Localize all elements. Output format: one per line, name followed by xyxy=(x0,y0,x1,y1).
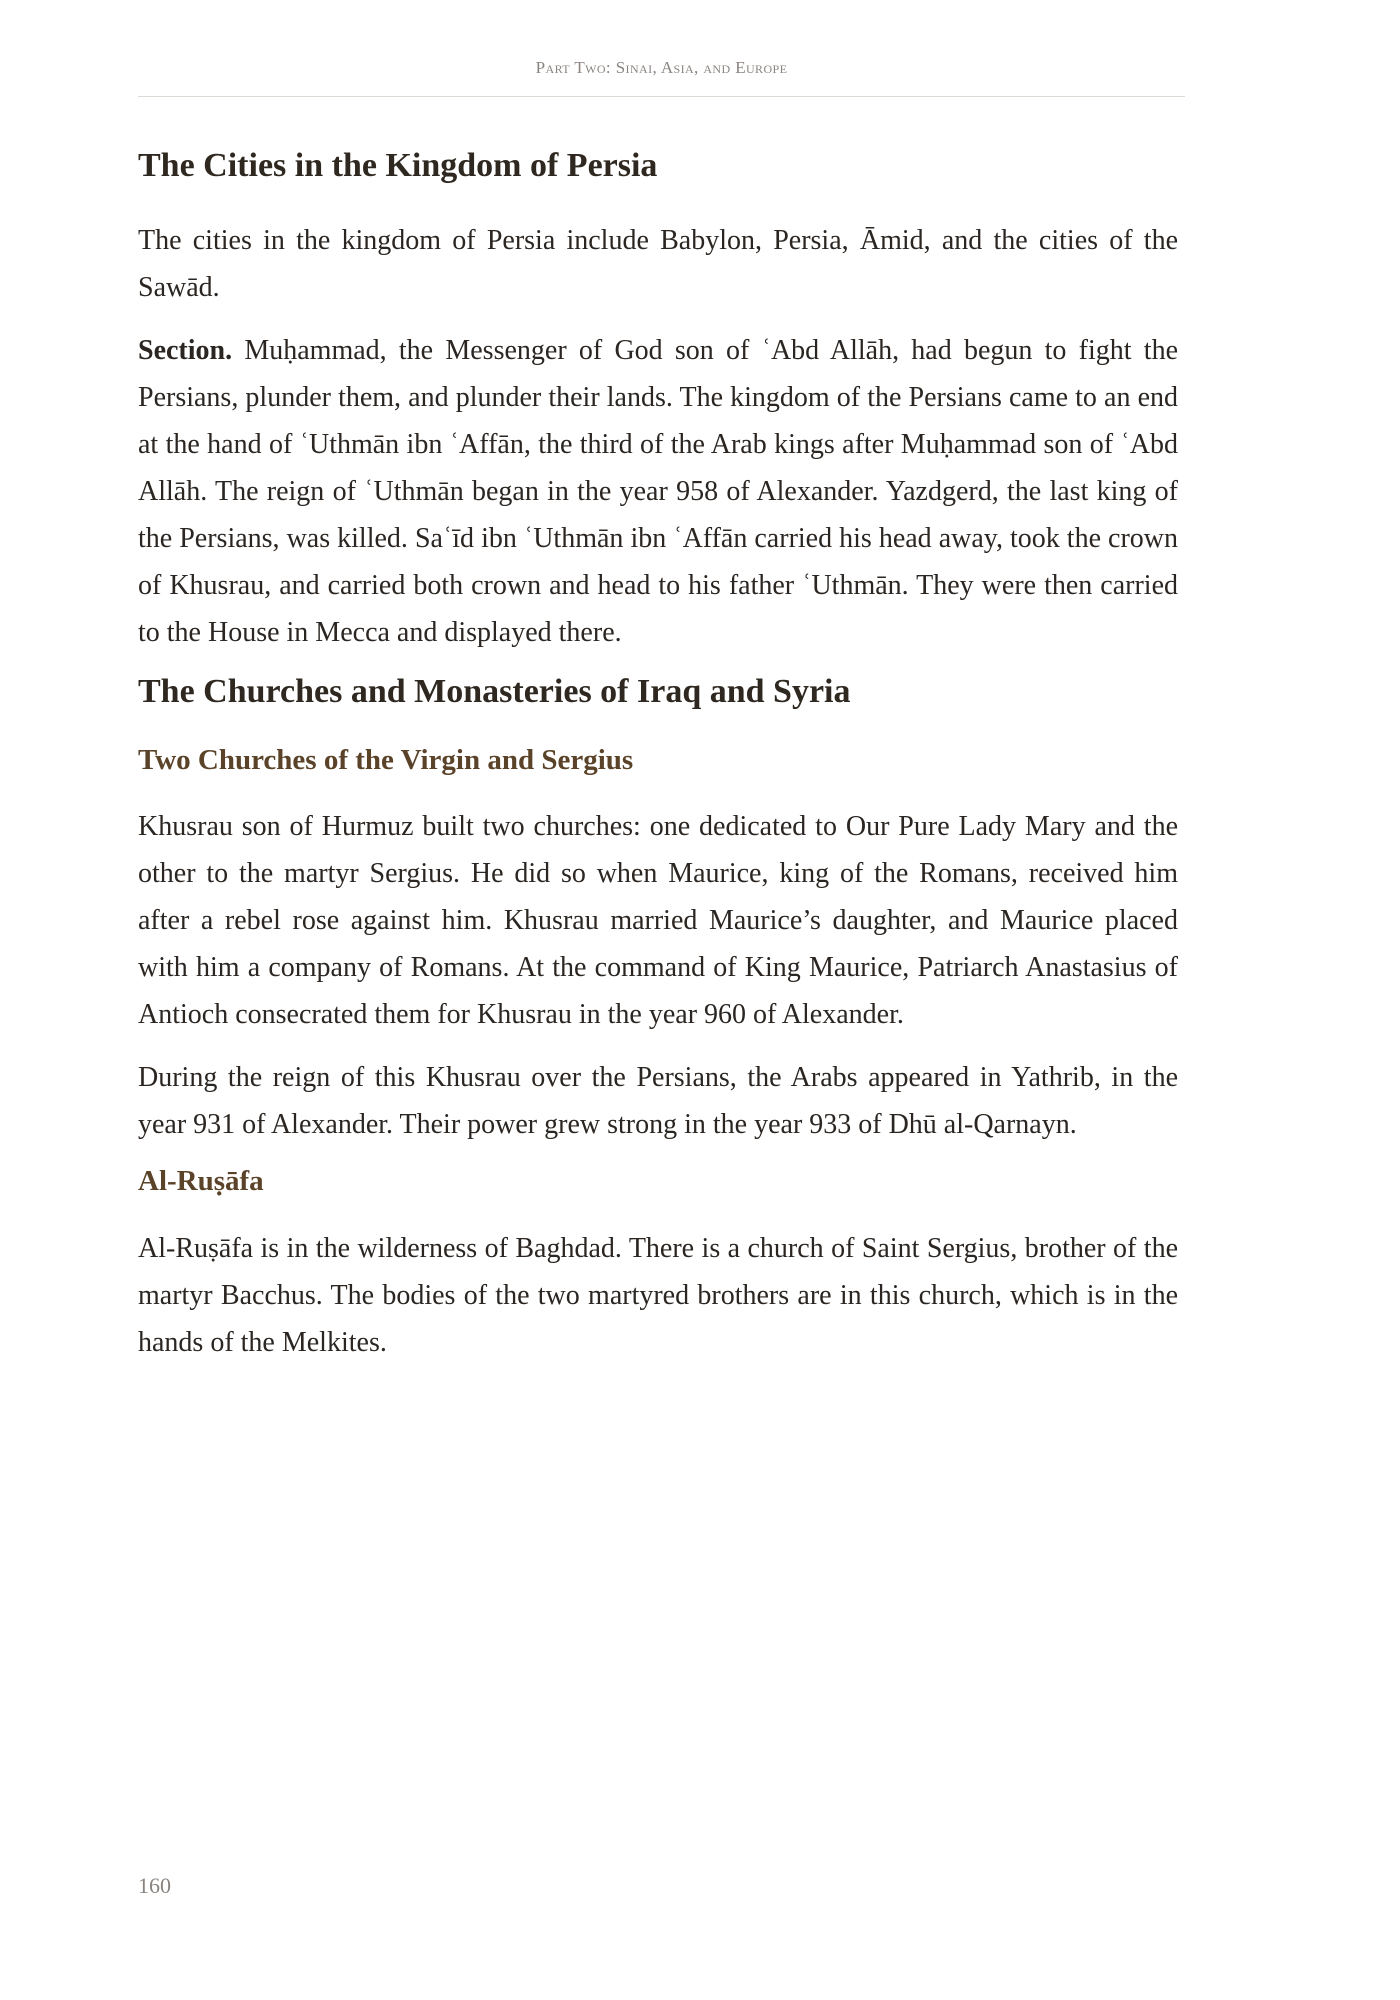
paragraph-arabs-yathrib: During the reign of this Khusrau over the Persians, the Arabs appeared in Yathrib, in the year 931 of Alexander. Their power grew strong in the year 933 of Dhū al-Qarnayn. xyxy=(138,1062,1178,1141)
running-head: Part Two: Sinai, Asia, and Europe xyxy=(535,58,788,77)
page-number: 160 xyxy=(138,1873,171,1898)
section-heading-churches: The Churches and Monasteries of Iraq and Syria xyxy=(138,672,851,710)
subheading-virgin-sergius: Two Churches of the Virgin and Sergius xyxy=(138,743,634,776)
page-body xyxy=(138,146,1178,1382)
subheading-rusafa: Al-Ruṣāfa xyxy=(138,1165,264,1198)
section-heading-cities: The Cities in the Kingdom of Persia xyxy=(138,147,658,184)
header-rule xyxy=(138,96,1185,97)
paragraph-cities-list: The cities in the kingdom of Persia include Babylon, Persia, Āmid, and the cities of the Sawād. xyxy=(138,224,1178,303)
section-lead-label: Section. xyxy=(138,334,233,366)
paragraph-section-muhammad xyxy=(138,327,1178,656)
section-paragraph-text: Muḥammad, the Messenger of God son of ʿAbd Allāh, had begun to fight the Persians, plunder them, and plunder their lands. The kingdom of the Persians came to an end at the hand of ʿUthmān ibn ʿAffān, the third of the Arab kings after Muḥammad son of ʿAbd Allāh. The reign of ʿUthmān began in the year 958 of Alexander. Yazdgerd, the last king of the Persians, was killed. Saʿīd ibn ʿUthmān ibn ʿAffān carried his head away, took the crown of Khusrau, and carried both crown and head to his father ʿUthmān. They were then carried to the House in Mecca and displayed there. xyxy=(138,334,1178,648)
paragraph-khusrau-churches: Khusrau son of Hurmuz built two churches: one dedicated to Our Pure Lady Mary and the other to the martyr Sergius. He did so when Maurice, king of the Romans, received him after a rebel rose against him. Khusrau married Maurice’s daughter, and Maurice placed with him a company of Romans. At the command of King Maurice, Patriarch Anastasius of Antioch consecrated them for Khusrau in the year 960 of Alexander. xyxy=(138,811,1178,1031)
paragraph-rusafa: Al-Ruṣāfa is in the wilderness of Baghdad. There is a church of Saint Sergius, brother of the martyr Bacchus. The bodies of the two martyred brothers are in this church, which is in the hands of the Melkites. xyxy=(138,1233,1178,1359)
